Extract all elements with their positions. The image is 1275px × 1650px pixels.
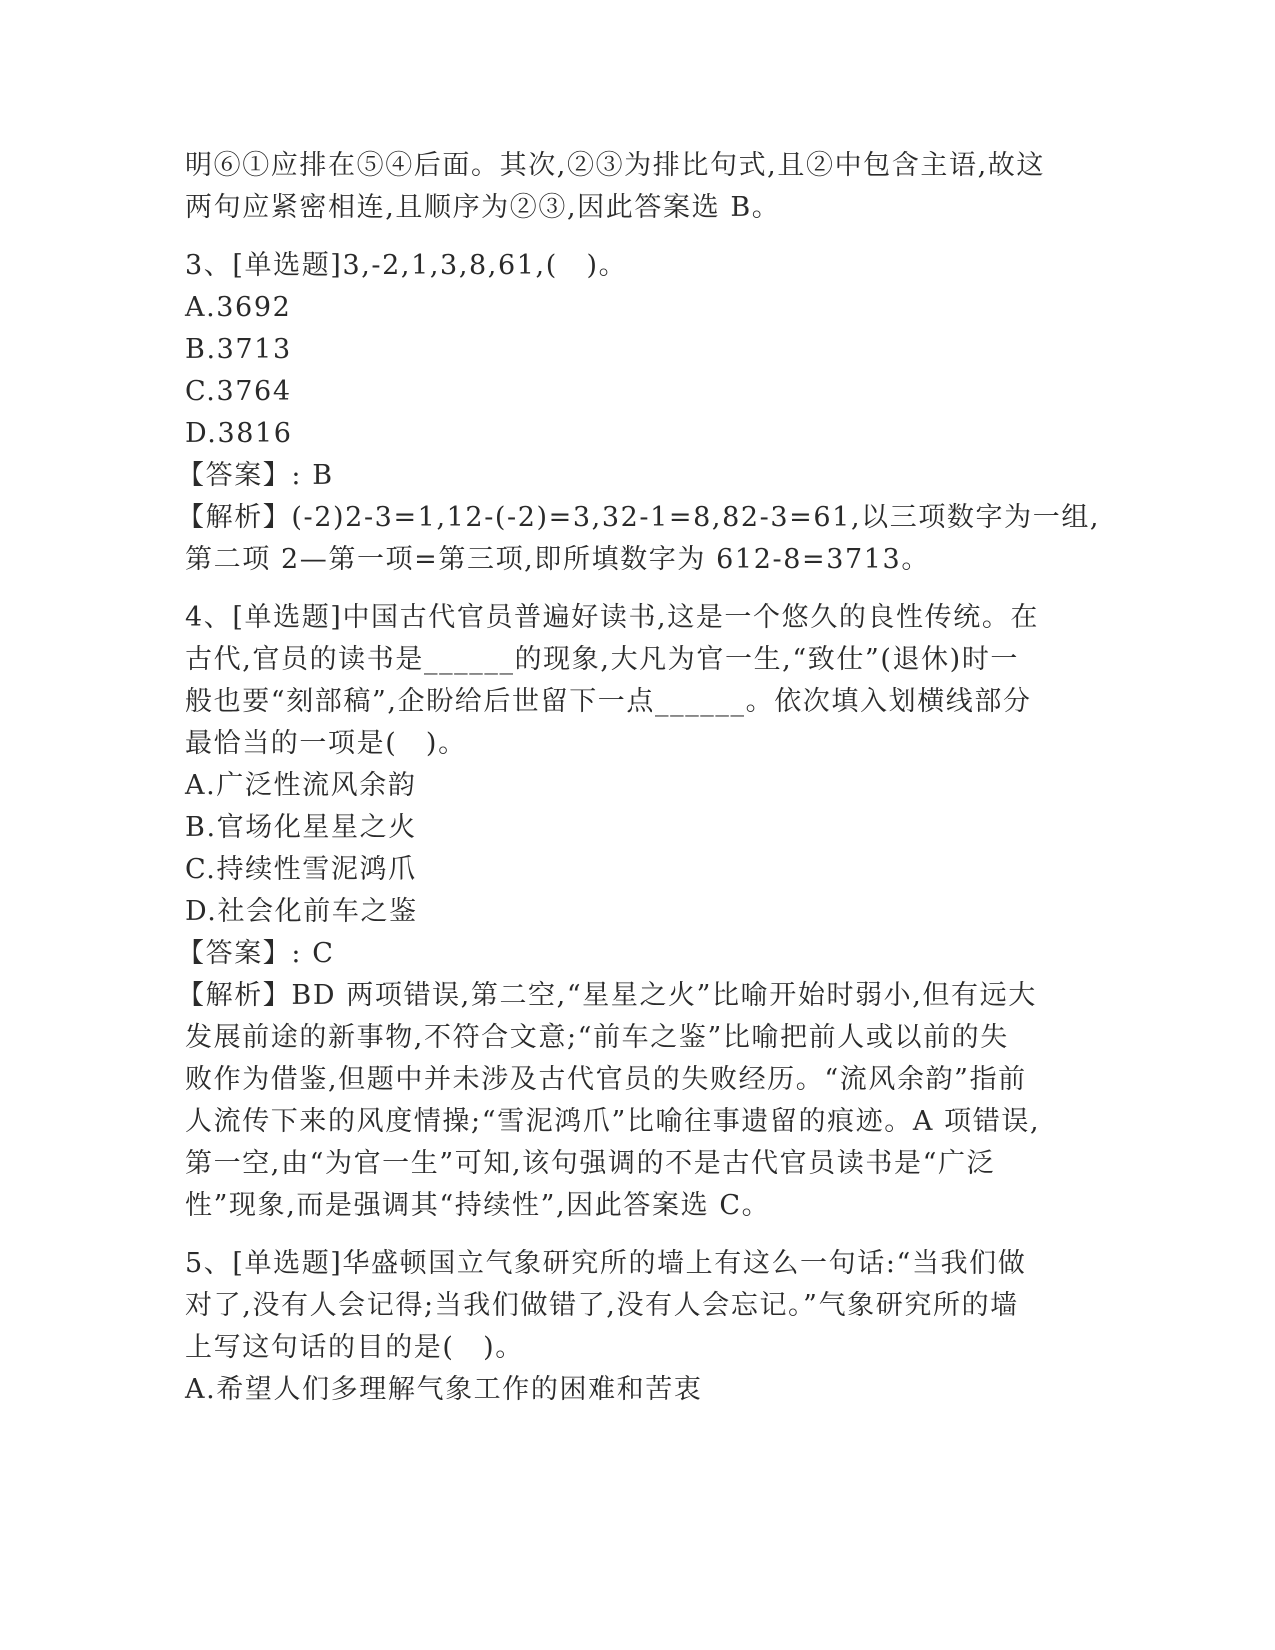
- analysis-line: 发展前途的新事物,不符合文意;“前车之鉴”比喻把前人或以前的失: [185, 1022, 1009, 1053]
- question-stem: 4、[单选题]中国古代官员普遍好读书,这是一个悠久的良性传统。在: [185, 602, 1040, 633]
- analysis-line: 【解析】(-2)2-3=1,12-(-2)=3,32-1=8,82-3=61,以三项数字为一组,: [177, 502, 1101, 533]
- question-stem: 对了,没有人会记得;当我们做错了,没有人会忘记。”气象研究所的墙: [185, 1290, 1019, 1321]
- option-a: A.广泛性流风余韵: [185, 770, 417, 801]
- answer-line: 【答案】: C: [177, 938, 335, 969]
- analysis-line: 性”现象,而是强调其“持续性”,因此答案选 C。: [185, 1190, 771, 1221]
- option-a: A.3692: [185, 292, 292, 323]
- spacer: [185, 1227, 1085, 1243]
- question-stem: 5、[单选题]华盛顿国立气象研究所的墙上有这么一句话:“当我们做: [185, 1248, 1027, 1279]
- question-3: [177, 245, 1101, 581]
- document-content: [177, 145, 1101, 1411]
- option-c: C.3764: [185, 376, 292, 407]
- analysis-line: 败作为借鉴,但题中并未涉及古代官员的失败经历。“流风余韵”指前: [185, 1064, 1027, 1095]
- analysis-line: 【解析】BD 两项错误,第二空,“星星之火”比喻开始时弱小,但有远大: [177, 980, 1037, 1011]
- analysis-line: 第二项 2—第一项=第三项,即所填数字为 612-8=3713。: [185, 544, 930, 575]
- question-stem: 古代,官员的读书是______的现象,大凡为官一生,“致仕”(退休)时一: [185, 644, 1020, 675]
- spacer: [185, 229, 1085, 245]
- question-stem: 最恰当的一项是( )。: [185, 728, 467, 759]
- analysis-line: 第一空,由“为官一生”可知,该句强调的不是古代官员读书是“广泛: [185, 1148, 996, 1179]
- option-c: C.持续性雪泥鸿爪: [185, 854, 417, 885]
- option-d: D.3816: [185, 418, 293, 449]
- option-b: B.官场化星星之火: [185, 812, 417, 843]
- intro-line: 明⑥①应排在⑤④后面。其次,②③为排比句式,且②中包含主语,故这: [185, 150, 1045, 181]
- question-stem: 上写这句话的目的是( )。: [185, 1332, 524, 1363]
- option-b: B.3713: [185, 334, 292, 365]
- analysis-line: 人流传下来的风度情操;“雪泥鸿爪”比喻往事遗留的痕迹。A 项错误,: [185, 1106, 1041, 1137]
- intro-line: 两句应紧密相连,且顺序为②③,因此答案选 B。: [185, 192, 781, 223]
- question-4: [177, 597, 1085, 1227]
- question-stem: 般也要“刻部稿”,企盼给后世留下一点______。依次填入划横线部分: [185, 686, 1032, 717]
- option-d: D.社会化前车之鉴: [185, 896, 418, 927]
- spacer: [185, 581, 1085, 597]
- answer-line: 【答案】: B: [177, 460, 334, 491]
- question-5: [185, 1243, 1085, 1411]
- intro-paragraph: [185, 145, 1085, 229]
- option-a: A.希望人们多理解气象工作的困难和苦衷: [185, 1374, 703, 1405]
- question-stem: 3、[单选题]3,-2,1,3,8,61,( )。: [185, 250, 628, 281]
